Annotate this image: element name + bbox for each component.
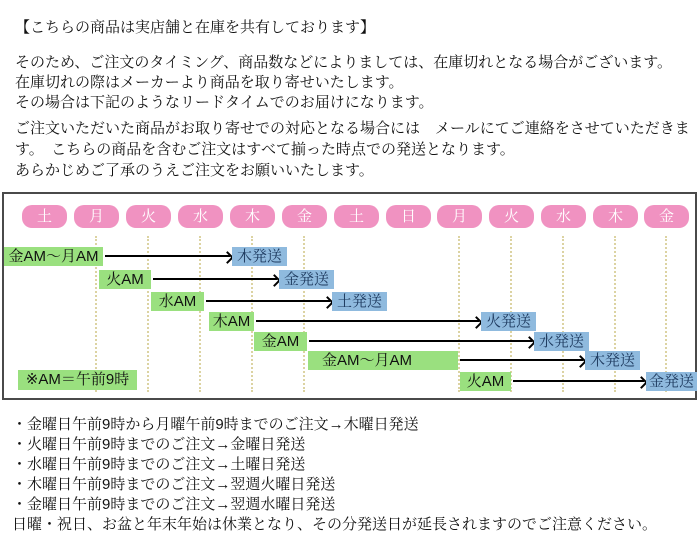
paragraph2-line: ご注文いただいた商品がお取り寄せでの対応となる場合には メールにてご連絡をさせていただきま — [15, 120, 690, 137]
day-pill: 火 — [126, 205, 171, 228]
day-pill: 土 — [334, 205, 379, 228]
leadtime-summary-line: ・金曜日午前9時までのご注文→翌週水曜日発送 — [12, 496, 336, 513]
day-pill: 火 — [489, 205, 534, 228]
paragraph1-line: その場合は下記のようなリードタイムでのお届けになります。 — [15, 94, 434, 111]
ship-day-box: 木発送 — [232, 247, 287, 266]
paragraph1-line: そのため、ご注文のタイミング、商品数などによりましては、在庫切れとなる場合がございます。 — [15, 54, 673, 71]
day-grid-line — [665, 236, 667, 392]
day-pill: 土 — [22, 205, 67, 228]
leadtime-summary-line: ・木曜日午前9時までのご注文→翌週火曜日発送 — [12, 476, 336, 493]
holiday-notice-line: 日曜・祝日、お盆と年末年始は休業となり、その分発送日が延長されますのでご注意ください。 — [12, 516, 658, 533]
order-window-box: 火AM — [99, 270, 151, 289]
day-pill: 水 — [541, 205, 586, 228]
day-pill: 日 — [386, 205, 431, 228]
leadtime-diagram — [2, 192, 697, 400]
leadtime-summary-line: ・火曜日午前9時までのご注文→金曜日発送 — [12, 436, 306, 453]
day-pill: 月 — [74, 205, 119, 228]
paragraph2-line: あらかじめご了承のうえご注文をお願いいたします。 — [15, 162, 374, 179]
leadtime-arrow-icon — [256, 320, 479, 322]
ship-day-box: 火発送 — [481, 312, 536, 331]
paragraph2-line: す。 こちらの商品を含むご注文はすべて揃った時点での発送となります。 — [15, 141, 515, 158]
order-window-box: 木AM — [209, 312, 254, 331]
day-grid-line — [199, 236, 201, 392]
order-window-box: 水AM — [151, 292, 204, 311]
leadtime-arrow-icon — [153, 278, 277, 280]
ship-day-box: 土発送 — [332, 292, 387, 311]
day-pill: 金 — [644, 205, 689, 228]
day-pill: 水 — [178, 205, 223, 228]
day-pill: 月 — [437, 205, 482, 228]
day-pill: 木 — [593, 205, 638, 228]
order-window-box: 火AM — [460, 372, 511, 391]
leadtime-arrow-icon — [513, 380, 644, 382]
day-grid-line — [303, 236, 305, 392]
day-pill: 金 — [282, 205, 327, 228]
leadtime-arrow-icon — [309, 340, 532, 342]
leadtime-arrow-icon — [206, 300, 330, 302]
day-grid-line — [147, 236, 149, 392]
leadtime-summary-line: ・水曜日午前9時までのご注文→土曜日発送 — [12, 456, 306, 473]
day-pill: 木 — [230, 205, 275, 228]
ship-day-box: 水発送 — [534, 332, 589, 351]
am-definition-note: ※AM＝午前9時 — [18, 370, 137, 390]
day-grid-line — [458, 236, 460, 392]
day-grid-line — [562, 236, 564, 392]
leadtime-arrow-icon — [105, 255, 230, 257]
ship-day-box: 金発送 — [646, 372, 697, 391]
order-window-box: 金AM～月AM — [308, 351, 458, 370]
leadtime-summary-line: ・金曜日午前9時から月曜午前9時までのご注文→木曜日発送 — [12, 416, 419, 433]
ship-day-box: 金発送 — [279, 270, 334, 289]
leadtime-arrow-icon — [460, 359, 583, 361]
ship-day-box: 木発送 — [585, 351, 640, 370]
page-title: 【こちらの商品は実店舗と在庫を共有しております】 — [15, 19, 376, 36]
paragraph1-line: 在庫切れの際はメーカーより商品を取り寄せいたします。 — [15, 74, 404, 91]
order-window-box: 金AM～月AM — [4, 247, 103, 266]
order-window-box: 金AM — [254, 332, 307, 351]
